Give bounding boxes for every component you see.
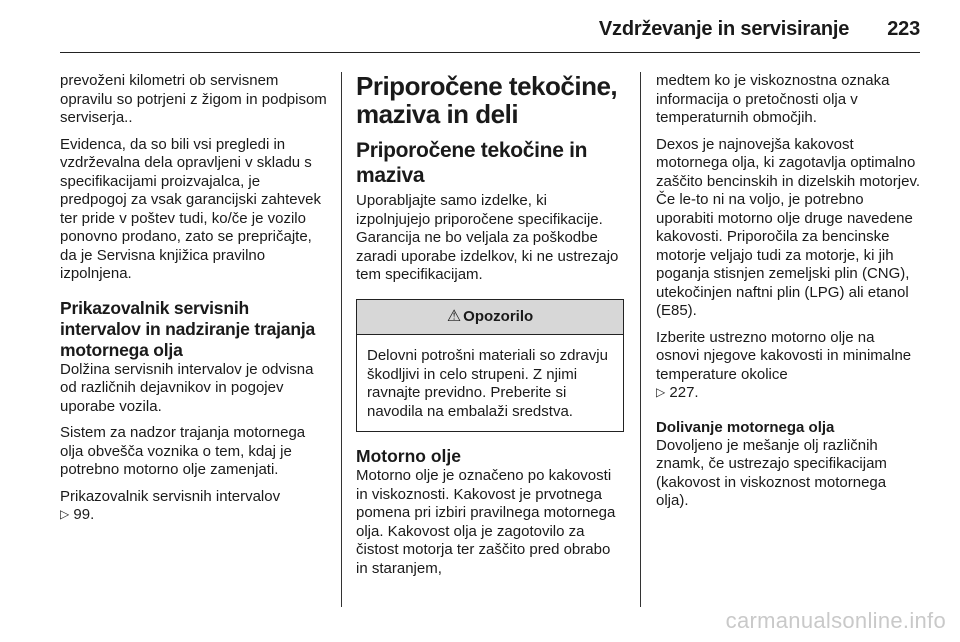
page-ref-arrow-icon: ▷ bbox=[656, 385, 666, 399]
paragraph: Dovoljeno je mešanje olj različnih znamk, če ustrezajo specifikacijam (kakovost in viskoznost motornega olja). bbox=[656, 436, 887, 509]
page-reference[interactable]: 99. bbox=[73, 506, 95, 523]
watermark: carmanualsonline.info bbox=[725, 608, 946, 633]
warning-box bbox=[356, 299, 624, 433]
warning-header bbox=[357, 300, 623, 336]
section-title: Priporočene tekočine, maziva in deli bbox=[356, 71, 618, 129]
section-heading-service-interval: Prikazovalnik servisnih intervalov in nadziranje trajanja motornega olja bbox=[60, 297, 316, 360]
paragraph: Evidenca, da so bili vsi pregledi in vzdrževalna dela opravljeni v skladu s specifikacijami proizvajalca, je predpogoj za vsak garancijski zahtevek ter pride v poštev tudi, ko/če je vozilo ponovno prodano, zato se prepričajte, da je Servisna knjižica pravilno izpolnjena. bbox=[60, 135, 321, 282]
header-divider bbox=[60, 52, 920, 53]
paragraph: Dolžina servisnih intervalov je odvisna od različnih dejavnikov in pogojev uporabe vozila. bbox=[60, 360, 314, 415]
paragraph: Dexos je najnovejša kakovost motornega olja, ki zagotavlja optimalno zaščito bencinskih in dizelskih motorjev. Če le-to ni na voljo, je potrebno uporabiti motorno olje druge navedene kakovosti. Priporočila za bencinske motorje veljajo tudi za motorje, ki jih poganja stisnjen zemeljski plin (CNG), utekočinjen naftni plin (LPG) ali etanol (E85). bbox=[656, 135, 921, 319]
paragraph: Sistem za nadzor trajanja motornega olja obvešča voznika o tem, kdaj je potrebno motorno olje zamenjati. bbox=[60, 424, 306, 478]
subsection-heading-engine-oil: Motorno olje bbox=[356, 446, 461, 466]
page-number: 223 bbox=[887, 18, 920, 40]
warning-title: Opozorilo bbox=[463, 307, 534, 325]
column-3 bbox=[656, 72, 921, 519]
warning-triangle-icon: ⚠ bbox=[446, 307, 462, 325]
paragraph-with-reference: Izberite ustrezno motorno olje na osnovi njegove kakovosti in minimalne temperature okolice ▷ 227. bbox=[656, 328, 912, 401]
page-ref-arrow-icon: ▷ bbox=[60, 507, 70, 521]
paragraph: prevoženi kilometri ob servisnem opravilu so potrjeni z žigom in podpisom serviserja.. bbox=[60, 72, 327, 126]
paragraph: Uporabljajte samo izdelke, ki izpolnjujejo priporočene specifikacije. Garancija ne bo veljala za poškodbe zaradi uporabe izdelkov, ki ne ustrezajo tem specifikacijam. bbox=[356, 192, 619, 283]
warning-text: Delovni potrošni materiali so zdravju škodljivi in celo strupeni. Z njimi ravnajte previdno. Preberite si navodila na embalaži sredstva. bbox=[367, 347, 608, 420]
paragraph-with-reference: Prikazovalnik servisnih intervalov ▷ 99. bbox=[60, 487, 281, 523]
page-header bbox=[599, 18, 920, 41]
subsection-title: Priporočene tekočine in maziva bbox=[356, 139, 588, 187]
page-reference[interactable]: 227. bbox=[669, 384, 699, 401]
subsection-heading-topping-up: Dolivanje motornega olja bbox=[656, 418, 835, 436]
column-2 bbox=[356, 72, 624, 586]
column-divider-2 bbox=[640, 72, 641, 607]
chapter-title: Vzdrževanje in servisiranje bbox=[598, 18, 850, 40]
column-divider-1 bbox=[341, 72, 342, 607]
paragraph: Motorno olje je označeno po kakovosti in viskoznosti. Kakovost je prvotnega pomena pri izbiri pravilnega motornega olja. Kakovost olja je zagotovilo za čistost motorja ter zaščito pred obrabo in staranjem, bbox=[356, 467, 616, 577]
column-1 bbox=[60, 72, 328, 533]
paragraph: medtem ko je viskoznostna oznaka informacija o pretočnosti olja v temperaturnih območjih. bbox=[656, 72, 890, 126]
